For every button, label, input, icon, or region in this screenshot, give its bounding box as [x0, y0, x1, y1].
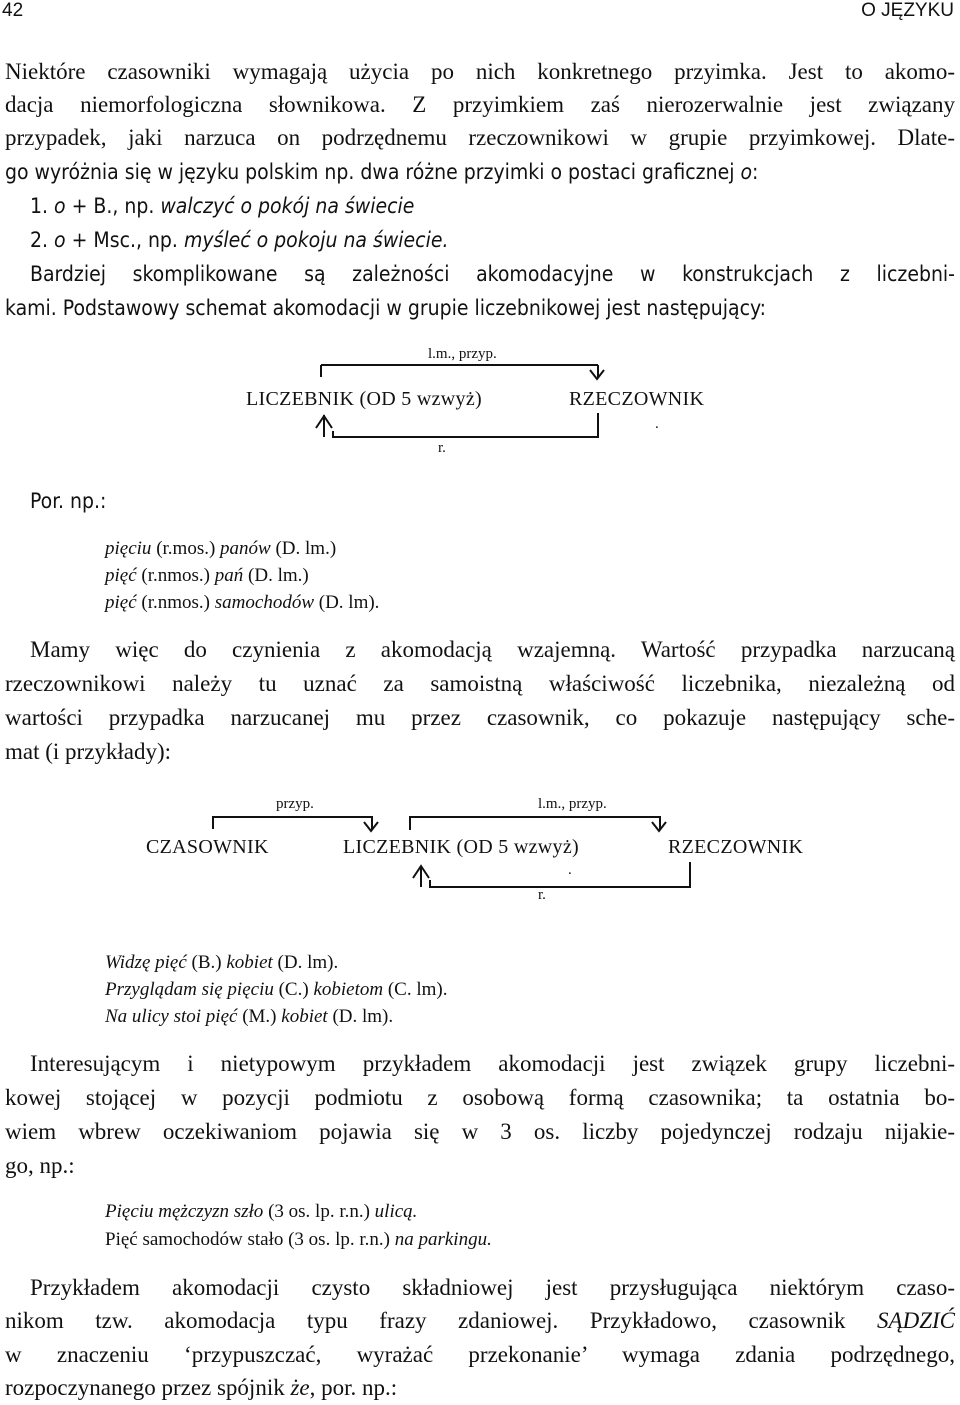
diagram-label-number-case: l.m., przyp. — [538, 796, 607, 812]
paragraph-line: go, np.: — [5, 1153, 75, 1178]
paragraph-line: Przykładem akomodacji czysto składniowej jest przysługująca niektórym czaso- — [30, 1275, 955, 1300]
example-line: Przyglądam się pięciu (C.) kobietom (C. lm). — [105, 979, 448, 1000]
paragraph-line: Niektóre czasowniki wymagają użycia po nich konkretnego przyimka. Jest to akomo- — [5, 59, 955, 84]
diagram-noun-node: RZECZOWNIK — [668, 836, 804, 858]
paragraph-line: mat (i przykłady): — [5, 739, 172, 764]
paragraph-line: Bardziej skomplikowane są zależności akomodacyjne w konstrukcjach z liczebni- — [30, 262, 955, 286]
example-line: Pięciu mężczyzn szło (3 os. lp. r.n.) ulicą. — [105, 1201, 418, 1222]
diagram-dot: . — [568, 862, 572, 878]
example-line: pięciu (r.mos.) panów (D. lm.) — [105, 538, 337, 559]
diagram-dot: . — [655, 416, 659, 432]
paragraph-line: rzeczownikowi należy tu uznać za samoistną właściwość liczebnika, niezależną od — [5, 671, 955, 696]
diagram-numeral-node: LICZEBNIK (OD 5 wzwyż) — [343, 836, 579, 858]
example-line: Na ulicy stoi pięć (M.) kobiet (D. lm). — [105, 1006, 394, 1027]
paragraph-line: wiem wbrew oczekiwaniom pojawia się w 3 os. liczby pojedynczej rodzaju nijakie- — [5, 1119, 955, 1144]
paragraph-line: przypadek, jaki narzuca on podrzędnemu rzeczownikowi w grupie przyimkowej. Dlate- — [5, 125, 955, 150]
diagram-verb-node: CZASOWNIK — [146, 836, 269, 858]
list-item: 2. o + Msc., np. myśleć o pokoju na świecie. — [30, 228, 449, 252]
example-line: Pięć samochodów stało (3 os. lp. r.n.) na parkingu. — [105, 1229, 492, 1250]
examples-intro: Por. np.: — [30, 489, 107, 513]
diagram-top-label: l.m., przyp. — [428, 346, 497, 362]
paragraph-line: nikom tzw. akomodacja typu frazy zdaniowej. Przykładowo, czasownik SĄDZIĆ — [5, 1308, 955, 1333]
paragraph-line: wartości przypadka narzucanej mu przez czasownik, co pokazuje następujący sche- — [5, 705, 955, 730]
paragraph-line: rozpoczynanego przez spójnik że, por. np.: — [5, 1375, 398, 1400]
example-line: Widzę pięć (B.) kobiet (D. lm). — [105, 952, 339, 973]
paragraph-line: kowej stojącej w pozycji podmiotu z osobową formą czasownika; ta ostatnia bo- — [5, 1085, 955, 1110]
running-title: O JĘZYKU — [861, 0, 954, 21]
page-number: 42 — [2, 0, 24, 21]
paragraph-line: kami. Podstawowy schemat akomodacji w grupie liczebnikowej jest następujący: — [5, 296, 766, 320]
diagram-label-case: przyp. — [276, 796, 314, 812]
paragraph-line: Interesującym i nietypowym przykładem akomodacji jest związek grupy liczebni- — [30, 1051, 955, 1076]
paragraph-line: go wyróżnia się w języku polskim np. dwa różne przyimki o postaci graficznej o: — [5, 160, 759, 184]
diagram-right-node: RZECZOWNIK — [569, 388, 705, 410]
example-line: pięć (r.nmos.) samochodów (D. lm). — [105, 592, 380, 613]
example-line: pięć (r.nmos.) pań (D. lm.) — [105, 565, 309, 586]
list-item: 1. o + B., np. walczyć o pokój na świecie — [30, 194, 415, 218]
diagram-left-node: LICZEBNIK (OD 5 wzwyż) — [246, 388, 482, 410]
paragraph-line: w znaczeniu ‘przypuszczać, wyrażać przekonanie’ wymaga zdania podrzędnego, — [5, 1342, 955, 1367]
paragraph-line: dacja niemorfologiczna słownikowa. Z przyimkiem zaś nierozerwalnie jest związany — [5, 92, 955, 117]
diagram-bottom-label: r. — [538, 887, 546, 903]
diagram-bottom-label: r. — [438, 440, 446, 456]
paragraph-line: Mamy więc do czynienia z akomodacją wzajemną. Wartość przypadka narzucaną — [30, 637, 955, 662]
